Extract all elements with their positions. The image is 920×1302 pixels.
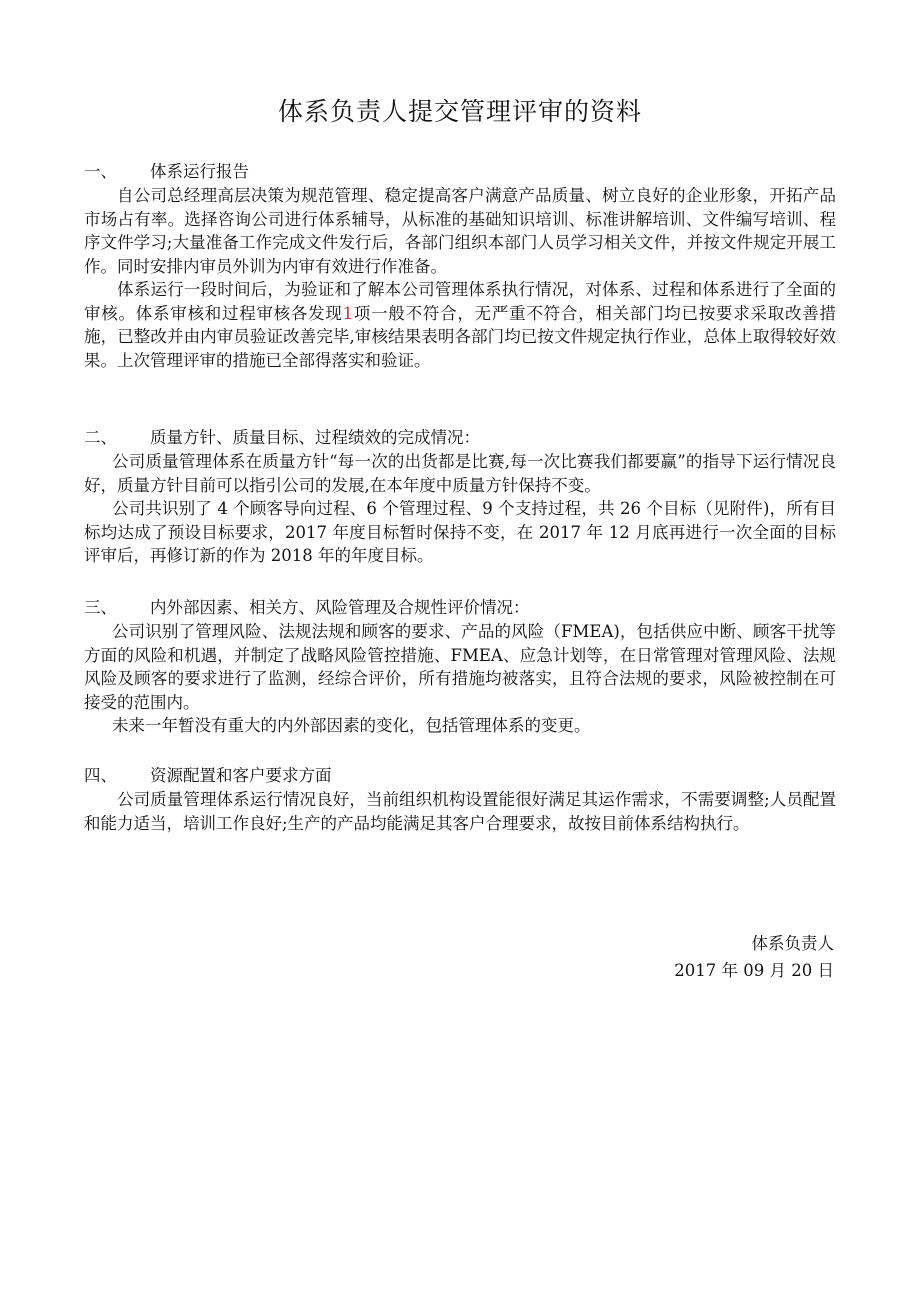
section-heading-text: 质量方针、质量目标、过程绩效的完成情况： — [150, 428, 480, 447]
section-heading-text: 体系运行报告 — [150, 162, 249, 181]
section-number: 二、 — [84, 428, 117, 447]
signature-role: 体系负责人 — [751, 934, 834, 953]
section-heading — [84, 426, 836, 450]
section-number: 四、 — [84, 766, 117, 785]
paragraph: 公司质量管理体系运行情况良好，当前组织机构设置能很好满足其运作需求，不需要调整;人员配置和能力适当，培训工作良好;生产的产品均能满足其客户合理要求，故按目前体系结构执行。 — [84, 790, 836, 833]
section-heading-text: 资源配置和客户要求方面 — [150, 766, 332, 785]
section-heading — [84, 160, 836, 184]
paragraph-text: 项一般不符合，无严重不符合，相关部门均已按要求采取改善措施，已整改并由内审员验证改善完毕,审核结果表明各部门均已按文件规定执行作业，总体上取得较好效果。上次管理评审的措施已全部得落实和验证。 — [84, 303, 837, 370]
section-heading-text: 内外部因素、相关方、风险管理及合规性评价情况： — [150, 598, 530, 617]
section-resources-customer — [84, 764, 836, 835]
paragraph: 未来一年暂没有重大的内外部因素的变化，包括管理体系的变更。 — [112, 716, 591, 735]
document-title: 体系负责人提交管理评审的资料 — [277, 97, 642, 126]
section-system-operation-report — [84, 160, 836, 372]
signature-block — [674, 930, 834, 984]
section-heading — [84, 596, 836, 620]
paragraph: 公司共识别了 4 个顾客导向过程、6 个管理过程、9 个支持过程，共 26 个目标（见附件)，所有目标均达成了预设目标要求，2017 年度目标暂时保持不变，在 2017 年 12 月底再进行一次全面的目标评审后，再修订新的作为 2018 年的年度目标。 — [84, 499, 836, 565]
paragraph-audit-results — [84, 278, 836, 372]
section-number: 三、 — [84, 598, 117, 617]
section-quality-policy-objectives — [84, 426, 836, 568]
paragraph-text: 体系运行一段时间后，为验证和了解本公司管理体系执行情况，对体系、过程和体系进行了全面的审核。体系审核和过程审核各发现 — [84, 280, 836, 323]
nonconformity-count: 1 — [342, 303, 354, 323]
paragraph: 自公司总经理高层决策为规范管理、稳定提高客户满意产品质量、树立良好的企业形象，开拓产品市场占有率。选择咨询公司进行体系辅导，从标准的基础知识培训、标准讲解培训、文件编写培训、程序文件学习;大量准备工作完成文件发行后，各部门组织本部门人员学习相关文件，并按文件规定开展工作。同时安排内审员外训为内审有效进行作准备。 — [84, 186, 836, 276]
signature-date: 2017 年 09 月 20 日 — [674, 961, 834, 980]
paragraph: 公司质量管理体系在质量方针“每一次的出货都是比赛,每一次比赛我们都要赢”的指导下运行情况良好，质量方针目前可以指引公司的发展,在本年度中质量方针保持不变。 — [84, 452, 836, 495]
section-heading — [84, 764, 836, 788]
section-risk-compliance — [84, 596, 836, 738]
section-number: 一、 — [84, 162, 117, 181]
paragraph: 公司识别了管理风险、法规法规和顾客的要求、产品的风险（FMEA)，包括供应中断、顾客干扰等方面的风险和机遇，并制定了战略风险管控措施、FMEA、应急计划等，在日常管理对管理风险、法规风险及顾客的要求进行了监测，经综合评价，所有措施均被落实，且符合法规的要求，风险被控制在可接受的范围内。 — [84, 622, 836, 712]
